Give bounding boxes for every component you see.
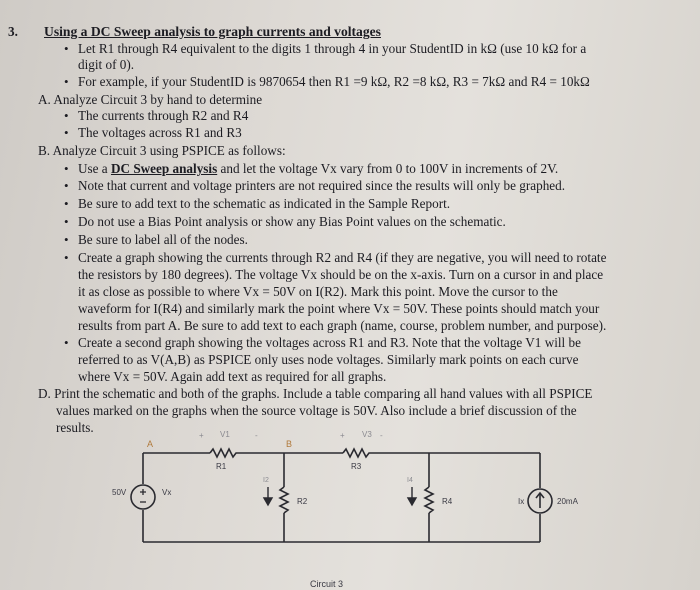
section-a-bullet-2: The voltages across R1 and R3 bbox=[78, 125, 242, 140]
bullet-icon: • bbox=[64, 74, 69, 89]
current-source-name-label: Ix bbox=[518, 497, 525, 506]
current-source-value-label: 20mA bbox=[557, 497, 578, 506]
r2-label: R2 bbox=[297, 497, 308, 506]
i2-label: I2 bbox=[263, 477, 269, 484]
v3-minus-label: - bbox=[380, 431, 383, 440]
problem-number: 3. bbox=[8, 24, 18, 39]
node-a-label: A bbox=[147, 439, 154, 449]
section-b-bullet-7-line-1: Create a second graph showing the voltages across R1 and R3. Note that the voltage V1 will be bbox=[78, 335, 581, 350]
bullet-icon: • bbox=[64, 178, 69, 193]
section-d-line-3: results. bbox=[56, 420, 94, 435]
resistor-r4-symbol bbox=[425, 487, 433, 513]
resistor-r3-symbol bbox=[343, 449, 371, 457]
node-b-label: B bbox=[286, 439, 293, 449]
intro-bullet-2: For example, if your StudentID is 9870654 then R1 =9 kΩ, R2 =8 kΩ, R3 = 7kΩ and R4 = 10kΩ bbox=[78, 74, 590, 89]
r1-label: R1 bbox=[216, 462, 227, 471]
bullet-icon: • bbox=[64, 335, 69, 350]
text-span: Use a bbox=[78, 161, 111, 176]
section-b-bullet-2: Note that current and voltage printers are not required since the results will only be graphed. bbox=[78, 178, 566, 193]
bullet-icon: • bbox=[64, 41, 69, 56]
bullet-icon: • bbox=[64, 196, 69, 211]
resistor-r2-symbol bbox=[280, 487, 288, 513]
voltage-source-symbol bbox=[131, 485, 155, 509]
text-span: and let the voltage Vx vary from 0 to 100V in increments of 2V. bbox=[217, 161, 559, 176]
source-name-label: Vx bbox=[162, 488, 172, 497]
r3-label: R3 bbox=[351, 462, 362, 471]
bullet-icon: • bbox=[64, 250, 69, 265]
section-b-bullet-7-line-2: referred to as V(A,B) as PSPICE only uses node voltages. Similarly mark points on each curve bbox=[78, 352, 579, 367]
section-a-label: A. Analyze Circuit 3 by hand to determine bbox=[38, 92, 263, 107]
i4-label: I4 bbox=[407, 477, 413, 484]
section-d-line-2: values marked on the graphs when the source voltage is 50V. Also include a brief discussion of the bbox=[56, 403, 577, 418]
bullet-icon: • bbox=[64, 125, 69, 140]
section-b-bullet-6-line-2: the resistors by 180 degrees). The voltage Vx should be on the x-axis. Turn on a cursor in and place bbox=[78, 267, 604, 282]
arrowhead-i2 bbox=[264, 498, 272, 505]
v1-minus-label: - bbox=[255, 431, 258, 440]
emphasis-span: DC Sweep analysis bbox=[110, 161, 218, 176]
resistor-r1-symbol bbox=[210, 449, 238, 457]
bullet-icon: • bbox=[64, 161, 69, 176]
bullet-icon: • bbox=[64, 108, 69, 123]
section-b-bullet-6-line-1: Create a graph showing the currents through R2 and R4 (if they are negative, you will need to rotate bbox=[78, 250, 607, 265]
section-b-bullet-5: Be sure to label all of the nodes. bbox=[78, 232, 248, 247]
arrowhead-i4 bbox=[408, 498, 416, 505]
v3-plus-label: + bbox=[340, 431, 345, 440]
section-b-bullet-4: Do not use a Bias Point analysis or show any Bias Point values on the schematic. bbox=[78, 214, 506, 229]
section-b-bullet-6-line-4: waveform for I(R4) and similarly mark the point where Vx = 50V. These points should match your bbox=[78, 301, 600, 316]
plus-sign-icon bbox=[140, 489, 146, 495]
section-b-bullet-3: Be sure to add text to the schematic as indicated in the Sample Report. bbox=[78, 196, 451, 211]
section-b-bullet-6-line-5: results from part A. Be sure to add text to each graph (name, course, problem number, and purpose). bbox=[78, 318, 607, 333]
problem-title: Using a DC Sweep analysis to graph currents and voltages bbox=[44, 24, 381, 39]
section-b-bullet-7-line-3: where Vx = 50V. Again add text as required for all graphs. bbox=[78, 369, 387, 384]
section-d-line-1: D. Print the schematic and both of the graphs. Include a table comparing all hand values with all PSPICE bbox=[38, 386, 593, 401]
source-value-label: 50V bbox=[112, 488, 127, 497]
v3-label: V3 bbox=[362, 430, 372, 439]
circuit-caption: Circuit 3 bbox=[310, 579, 344, 589]
section-b-bullet-6-line-3: it as close as possible to where Vx = 50V on I(R2). Mark this point. Move the cursor to the bbox=[78, 284, 558, 299]
bullet-icon: • bbox=[64, 232, 69, 247]
section-a-bullet-1: The currents through R2 and R4 bbox=[78, 108, 249, 123]
intro-bullet-1-line-2: digit of 0). bbox=[78, 57, 135, 72]
intro-bullet-1-line-1: Let R1 through R4 equivalent to the digits 1 through 4 in your StudentID in kΩ (use 10 kΩ for a bbox=[78, 41, 587, 56]
bullet-icon: • bbox=[64, 214, 69, 229]
v1-label: V1 bbox=[220, 430, 230, 439]
v1-plus-label: + bbox=[199, 431, 204, 440]
section-b-label: B. Analyze Circuit 3 using PSPICE as follows: bbox=[38, 143, 286, 158]
r4-label: R4 bbox=[442, 497, 453, 506]
